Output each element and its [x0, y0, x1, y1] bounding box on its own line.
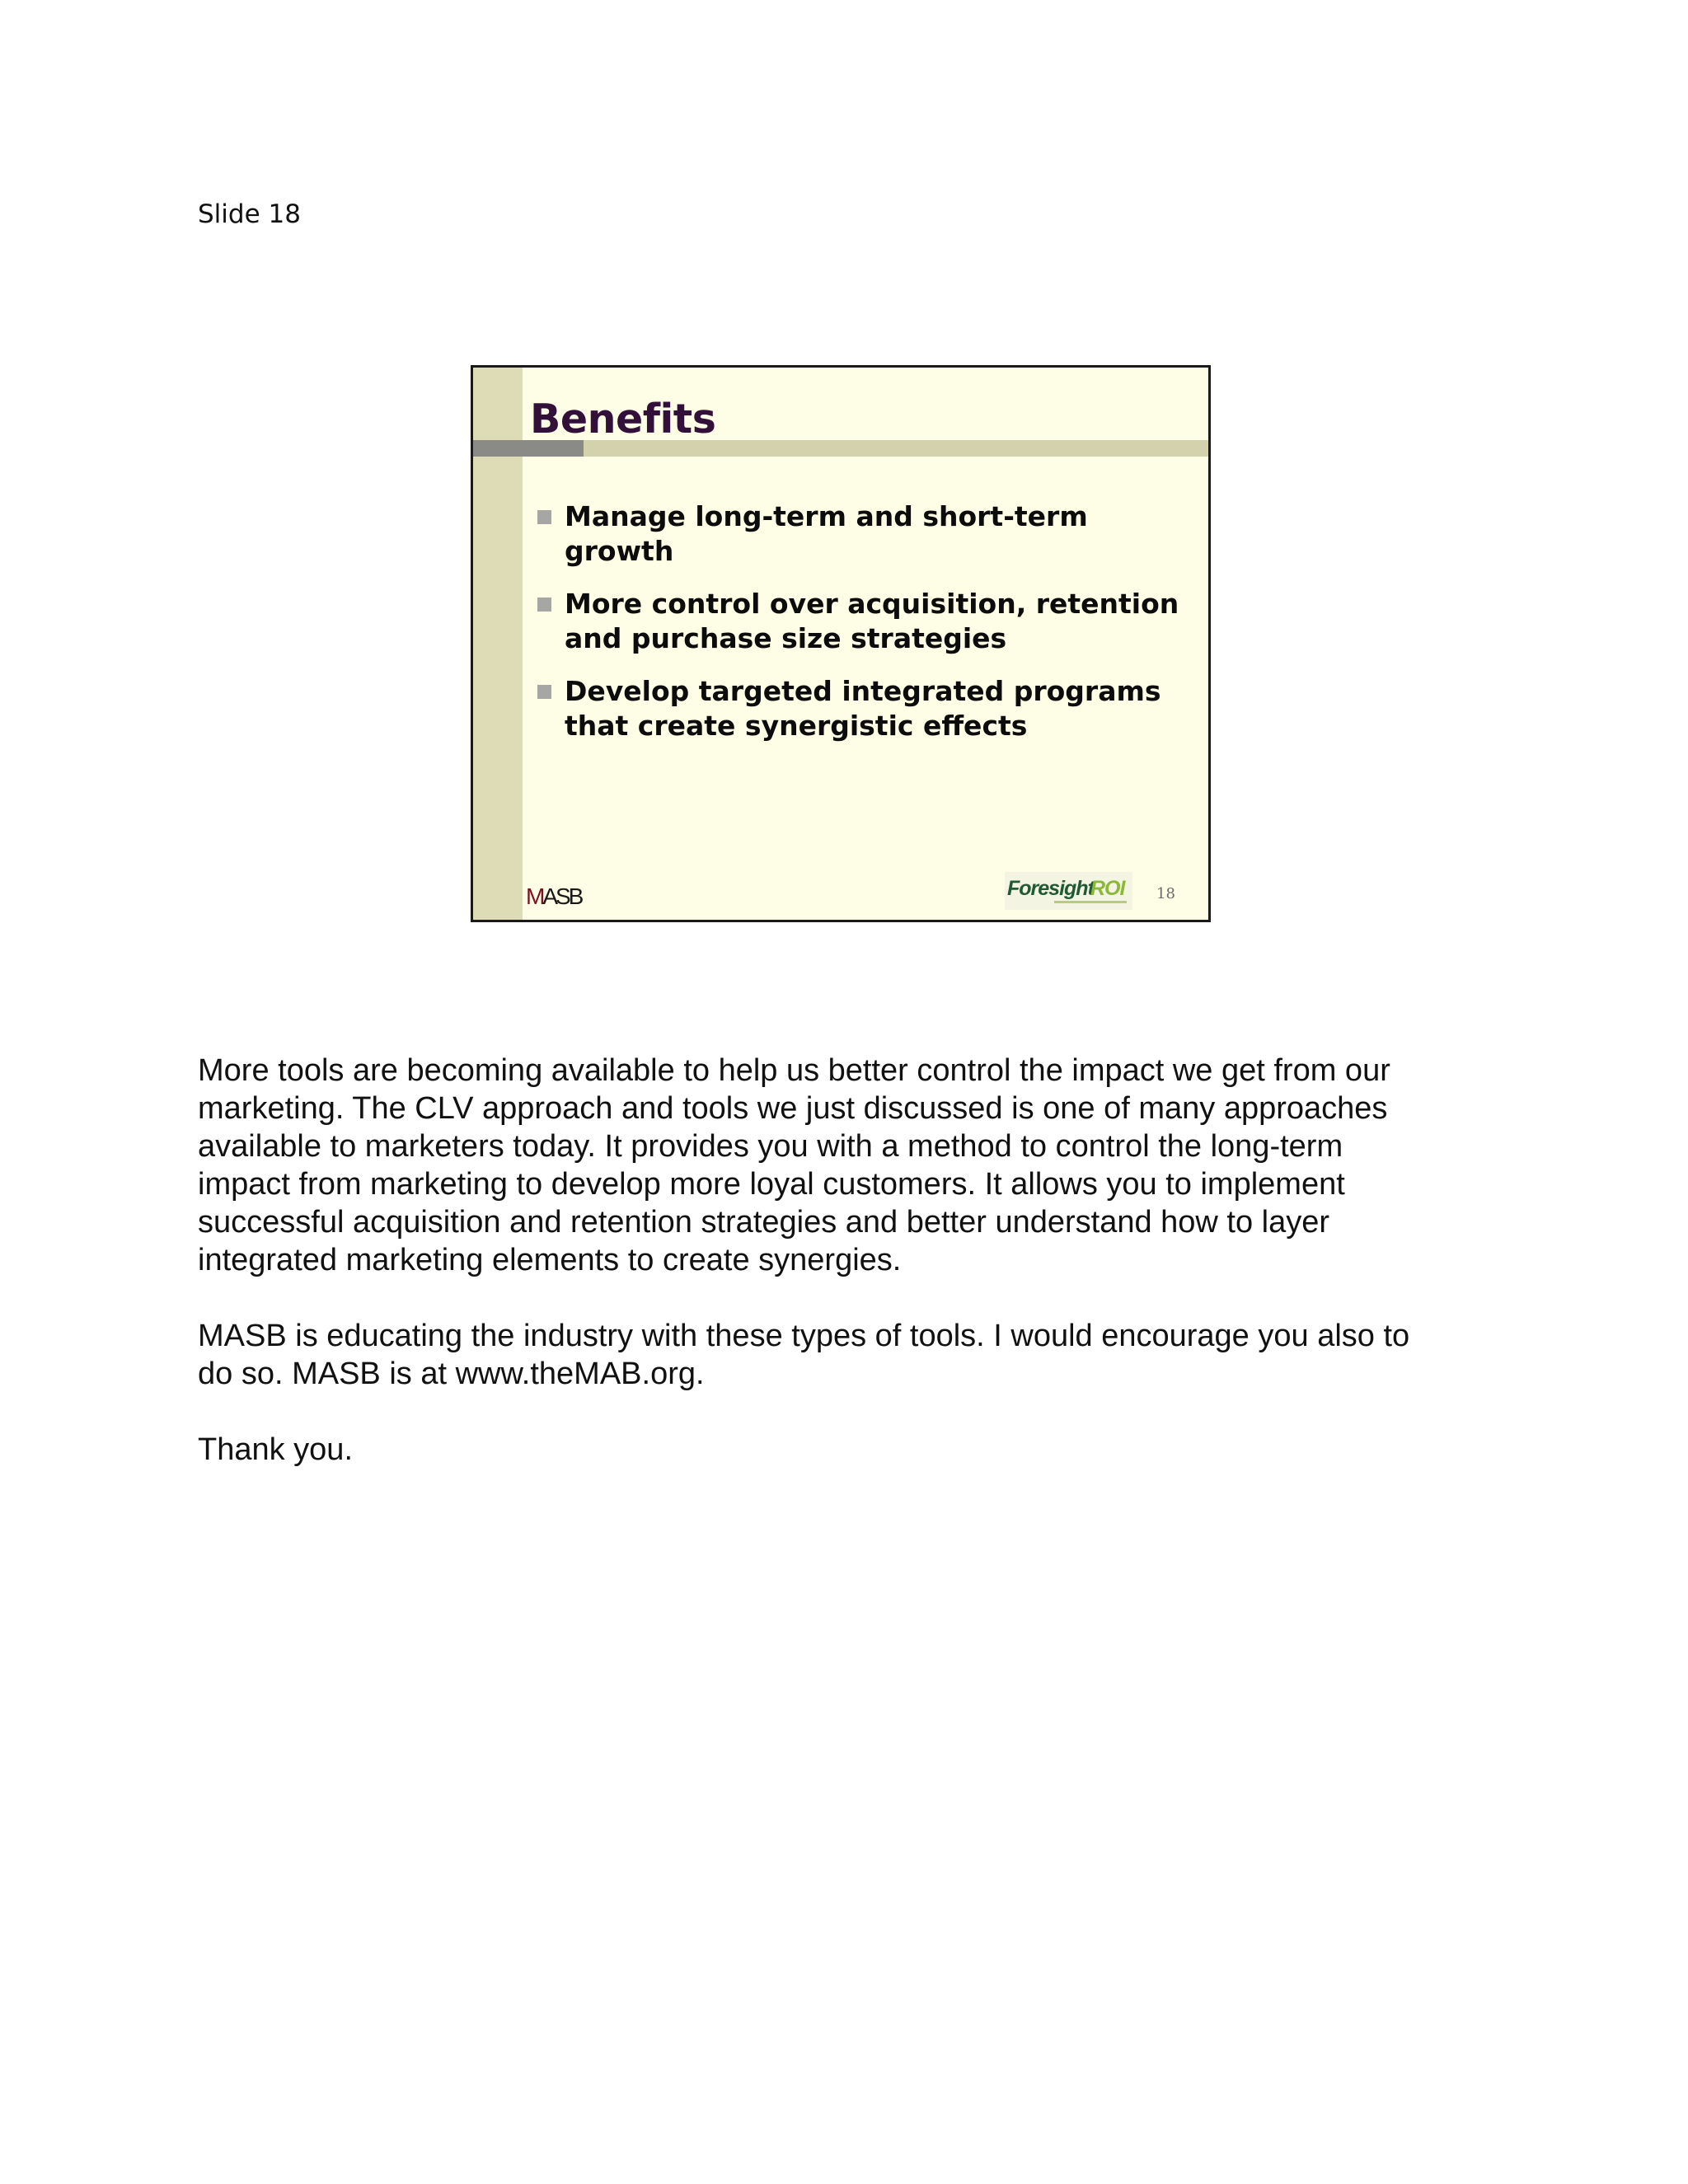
- notes-paragraph: MASB is educating the industry with these types of tools. I would encourage you also to do so. MASB is at www.theMAB.org.: [198, 1319, 1410, 1391]
- svg-text:Foresight: Foresight: [1007, 877, 1094, 900]
- slide-bullet-list: [537, 499, 1197, 762]
- slide-title-bar-accent: [473, 440, 584, 457]
- slide-page-number: 18: [1156, 885, 1175, 902]
- slide-bullet-text: More control over acquisition, retention and purchase size strategies: [565, 588, 1179, 654]
- square-bullet-icon: [537, 598, 551, 612]
- masb-logo-rest: ASB: [542, 883, 582, 909]
- foresight-roi-logo-icon: [1005, 872, 1132, 910]
- notes-paragraph: Thank you.: [198, 1432, 353, 1467]
- slide-number-label: Slide 18: [198, 199, 301, 229]
- masb-logo-first-letter: M: [526, 883, 543, 909]
- foresight-roi-logo: [1005, 872, 1132, 910]
- square-bullet-icon: [537, 685, 551, 699]
- square-bullet-icon: [537, 510, 551, 524]
- slide-thumbnail: [471, 365, 1211, 922]
- speaker-notes: [198, 1052, 1517, 1507]
- notes-paragraph: More tools are becoming available to help us better control the impact we get from our marketing. The CLV approach and tools we just discussed is one of many approaches available to marketers today. It provides you with a method to control the long-term impact from marketing to develop more loyal customers. It allows you to implement successful acquisition and retention strategies and better understand how to layer integrated marketing elements to create synergies.: [198, 1053, 1390, 1277]
- slide-bullet: [537, 587, 1197, 656]
- slide-bullet-text: Manage long-term and short-term growth: [565, 500, 1088, 567]
- slide-bullet: [537, 499, 1197, 569]
- slide-bullet: [537, 674, 1197, 743]
- svg-text:ROI: ROI: [1090, 877, 1125, 900]
- slide-bullet-text: Develop targeted integrated programs that create synergistic effects: [565, 675, 1161, 742]
- masb-logo: [526, 883, 581, 910]
- slide-title: Benefits: [530, 396, 716, 443]
